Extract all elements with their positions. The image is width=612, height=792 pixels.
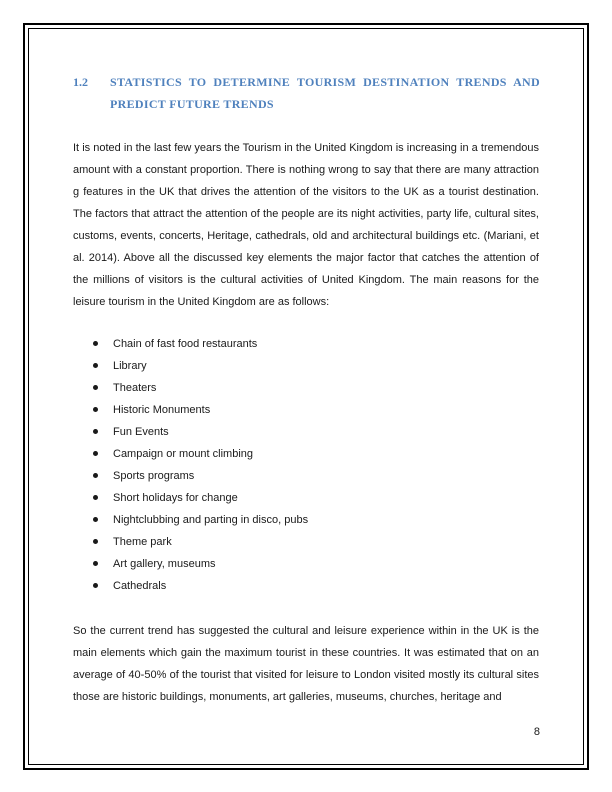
list-item-text: Fun Events bbox=[113, 426, 169, 438]
bullet-icon bbox=[93, 341, 98, 346]
list-item bbox=[73, 531, 308, 553]
list-item bbox=[73, 399, 308, 421]
list-item bbox=[73, 443, 308, 465]
list-item bbox=[73, 465, 308, 487]
bullet-icon bbox=[93, 429, 98, 434]
list-item bbox=[73, 509, 308, 531]
bullet-icon bbox=[93, 385, 98, 390]
intro-paragraph: It is noted in the last few years the Tourism in the United Kingdom is increasing in a tremendous amount with a constant proportion. There is nothing wrong to say that there are many attraction g features in the UK that drives the attention of the visitors to the UK as a tourist destination. The factors that attract the attention of the people are its night activities, party life, cultural sites, customs, events, concerts, Heritage, cathedrals, old and architectural buildings etc. (Mariani, et al. 2014). Above all the discussed key elements the major factor that catches the attention of the millions of visitors is the cultural activities of United Kingdom. The main reasons for the leisure tourism in the United Kingdom are as follows: bbox=[73, 142, 539, 308]
bullet-icon bbox=[93, 583, 98, 588]
list-item bbox=[73, 553, 308, 575]
section-title: STATISTICS TO DETERMINE TOURISM DESTINATION TRENDS AND PREDICT FUTURE TRENDS bbox=[110, 75, 540, 111]
list-item-text: Short holidays for change bbox=[113, 492, 238, 504]
bullet-icon bbox=[93, 363, 98, 368]
bullet-icon bbox=[93, 407, 98, 412]
list-item bbox=[73, 421, 308, 443]
list-item-text: Historic Monuments bbox=[113, 404, 211, 416]
list-item bbox=[73, 355, 308, 377]
page-number: 8 bbox=[533, 726, 540, 738]
closing-paragraph: So the current trend has suggested the cultural and leisure experience within in the UK is the main elements which gain the maximum tourist in these countries. It was estimated that on an average of 40-50% of the tourist that visited for leisure to London visited mostly its cultural sites those are historic buildings, monuments, art galleries, museums, churches, heritage and bbox=[73, 625, 539, 703]
bullet-icon bbox=[93, 517, 98, 522]
list-item-text: Sports programs bbox=[113, 470, 195, 482]
bullet-icon bbox=[93, 451, 98, 456]
list-item-text: Theaters bbox=[113, 382, 157, 394]
bullet-icon bbox=[93, 473, 98, 478]
section-heading bbox=[73, 71, 540, 115]
reasons-list bbox=[73, 333, 308, 597]
section-number: 1.2 bbox=[73, 75, 88, 89]
bullet-icon bbox=[93, 495, 98, 500]
list-item-text: Nightclubbing and parting in disco, pubs bbox=[113, 514, 309, 526]
bullet-icon bbox=[93, 561, 98, 566]
list-item-text: Cathedrals bbox=[113, 580, 167, 592]
list-item bbox=[73, 377, 308, 399]
list-item bbox=[73, 575, 308, 597]
list-item-text: Theme park bbox=[113, 536, 172, 548]
list-item bbox=[73, 487, 308, 509]
list-item-text: Library bbox=[113, 360, 147, 372]
bullet-icon bbox=[93, 539, 98, 544]
list-item-text: Chain of fast food restaurants bbox=[113, 338, 258, 350]
list-item-text: Campaign or mount climbing bbox=[113, 448, 254, 460]
list-item-text: Art gallery, museums bbox=[113, 558, 216, 570]
list-item bbox=[73, 333, 308, 355]
